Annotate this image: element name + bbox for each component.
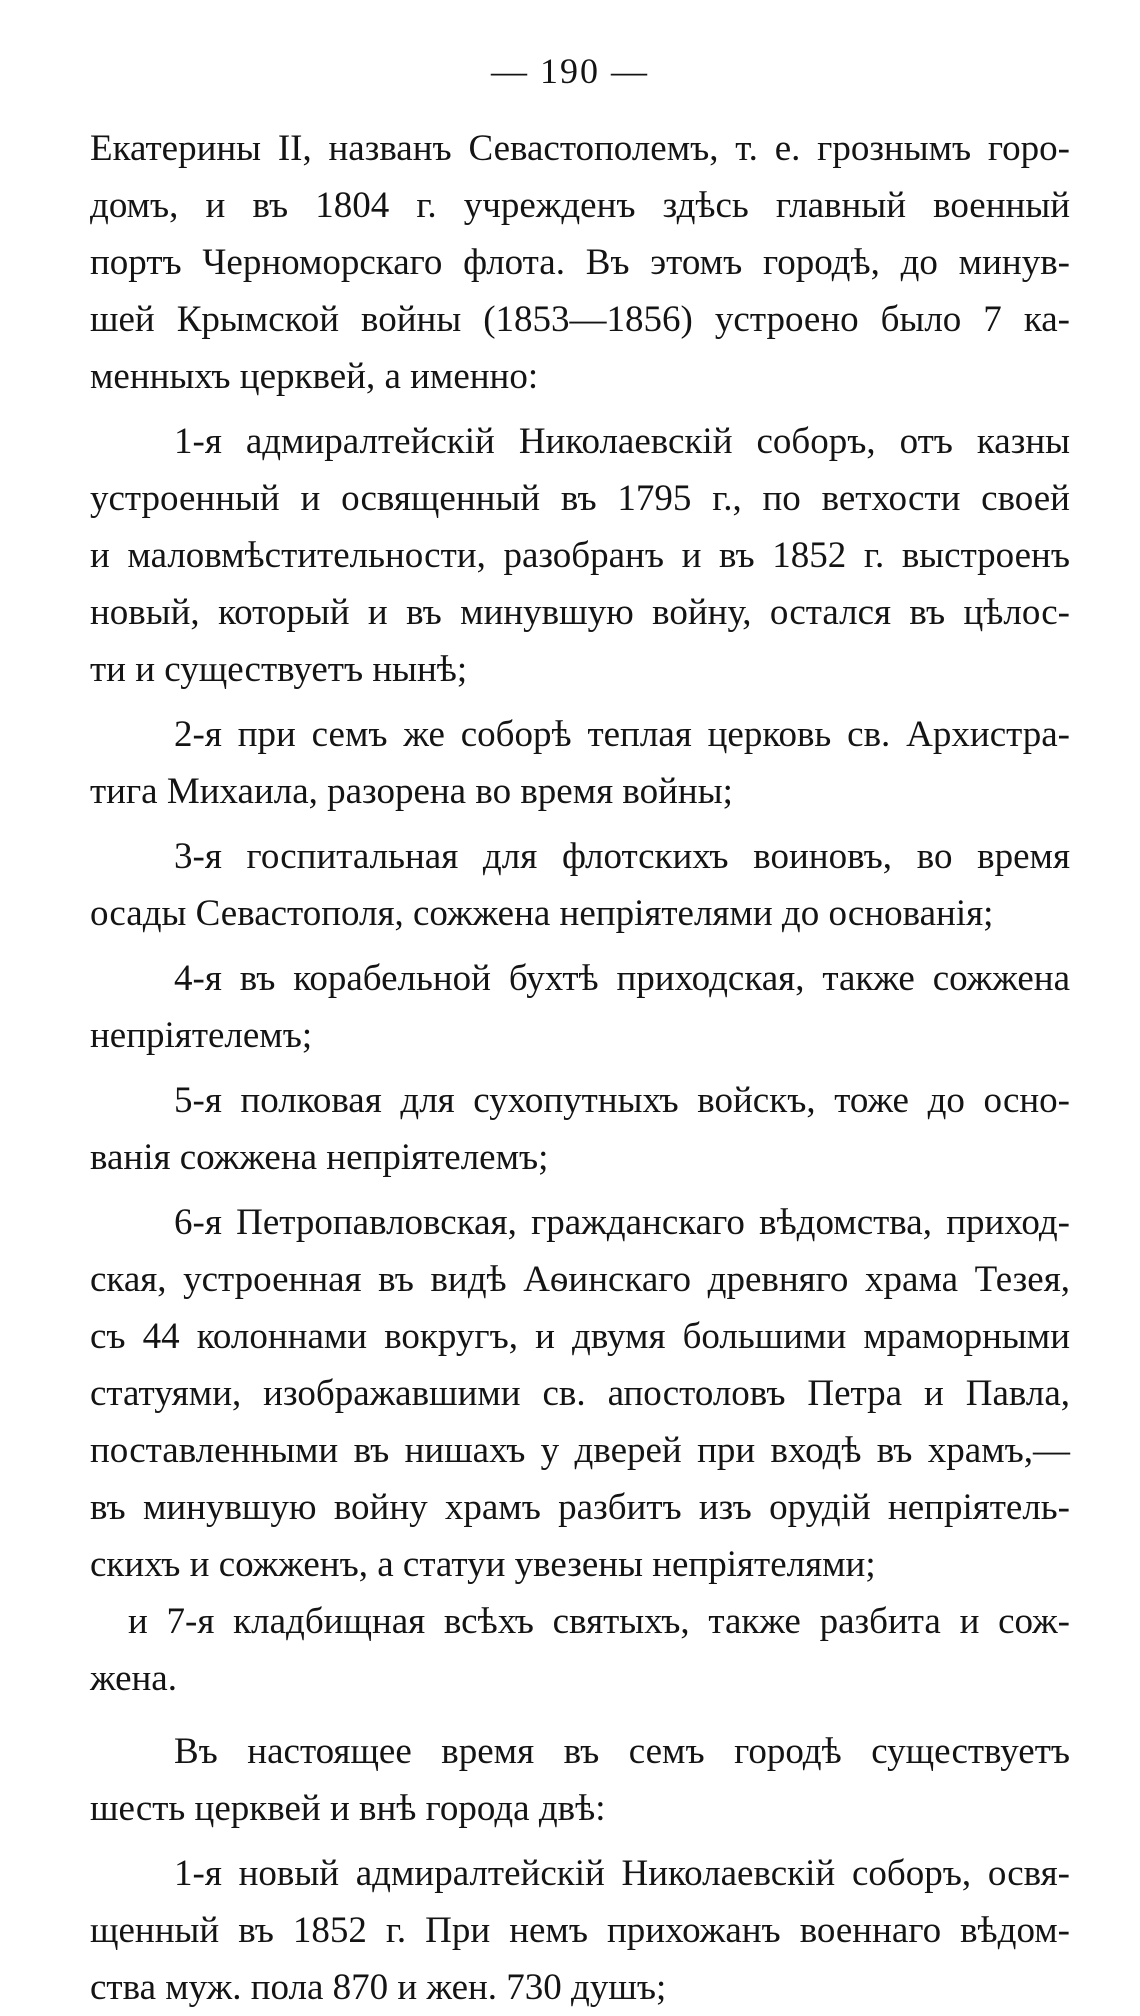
- text-line: менныхъ церквей, а именно:: [90, 356, 539, 397]
- text-line: портъ Черноморскаго флота. Въ этомъ городѣ, до минув-: [90, 242, 1070, 283]
- text-line: скихъ и сожженъ, а статуи увезены непріятелями;: [90, 1544, 876, 1585]
- text-line: осады Севастополя, сожжена непріятелями до основанія;: [90, 893, 994, 934]
- text-line: непріятелемъ;: [90, 1015, 313, 1056]
- text-line: и 7-я кладбищная всѣхъ святыхъ, также разбита и сож-: [128, 1601, 1070, 1642]
- text-line: поставленными въ нишахъ у дверей при входѣ въ храмъ,—: [90, 1430, 1070, 1471]
- text-line: устроенный и освященный въ 1795 г., по ветхости своей: [90, 478, 1070, 519]
- text-line: Екатерины II, названъ Севастополемъ, т. е. грознымъ горо-: [90, 128, 1070, 169]
- text-line: 1-я новый адмиралтейскій Николаевскій соборъ, освя-: [174, 1853, 1070, 1894]
- text-line: шей Крымской войны (1853—1856) устроено было 7 ка-: [90, 299, 1070, 340]
- text-line: 3-я госпитальная для флотскихъ воиновъ, во время: [174, 836, 1070, 877]
- body-text: [90, 120, 1070, 2016]
- text-line: и маловмѣстительности, разобранъ и въ 1852 г. выстроенъ: [90, 535, 1070, 576]
- text-line: ства муж. пола 870 и жен. 730 душъ;: [90, 1967, 667, 2008]
- text-line: тига Михаила, разорена во время войны;: [90, 771, 733, 812]
- text-line: съ 44 колоннами вокругъ, и двумя большими мраморными: [90, 1316, 1070, 1357]
- text-line: 5-я полковая для сухопутныхъ войскъ, тоже до осно-: [174, 1080, 1070, 1121]
- text-line: щенный въ 1852 г. При немъ прихожанъ военнаго вѣдом-: [90, 1910, 1070, 1951]
- text-line: Въ настоящее время въ семъ городѣ существуетъ: [174, 1731, 1070, 1772]
- text-line: 1-я адмиралтейскій Николаевскій соборъ, отъ казны: [174, 421, 1070, 462]
- text-line: жена.: [90, 1658, 177, 1699]
- text-line: новый, который и въ минувшую войну, остался въ цѣлос-: [90, 592, 1070, 633]
- text-line: шесть церквей и внѣ города двѣ:: [90, 1788, 606, 1829]
- text-line: ванія сожжена непріятелемъ;: [90, 1137, 549, 1178]
- text-line: ская, устроенная въ видѣ Аѳинскаго древняго храма Тезея,: [90, 1259, 1070, 1300]
- text-line: 2-я при семъ же соборѣ теплая церковь св. Архистра-: [174, 714, 1070, 755]
- page-number: — 190 —: [491, 51, 649, 91]
- text-line: въ минувшую войну храмъ разбитъ изъ орудій непріятель-: [90, 1487, 1070, 1528]
- text-line: статуями, изображавшими св. апостоловъ Петра и Павла,: [90, 1373, 1070, 1414]
- text-line: 4-я въ корабельной бухтѣ приходская, также сожжена: [174, 958, 1070, 999]
- text-line: ти и существуетъ нынѣ;: [90, 649, 468, 690]
- text-line: домъ, и въ 1804 г. учрежденъ здѣсь главный военный: [90, 185, 1070, 226]
- text-line: 6-я Петропавловская, гражданскаго вѣдомства, приход-: [174, 1202, 1070, 1243]
